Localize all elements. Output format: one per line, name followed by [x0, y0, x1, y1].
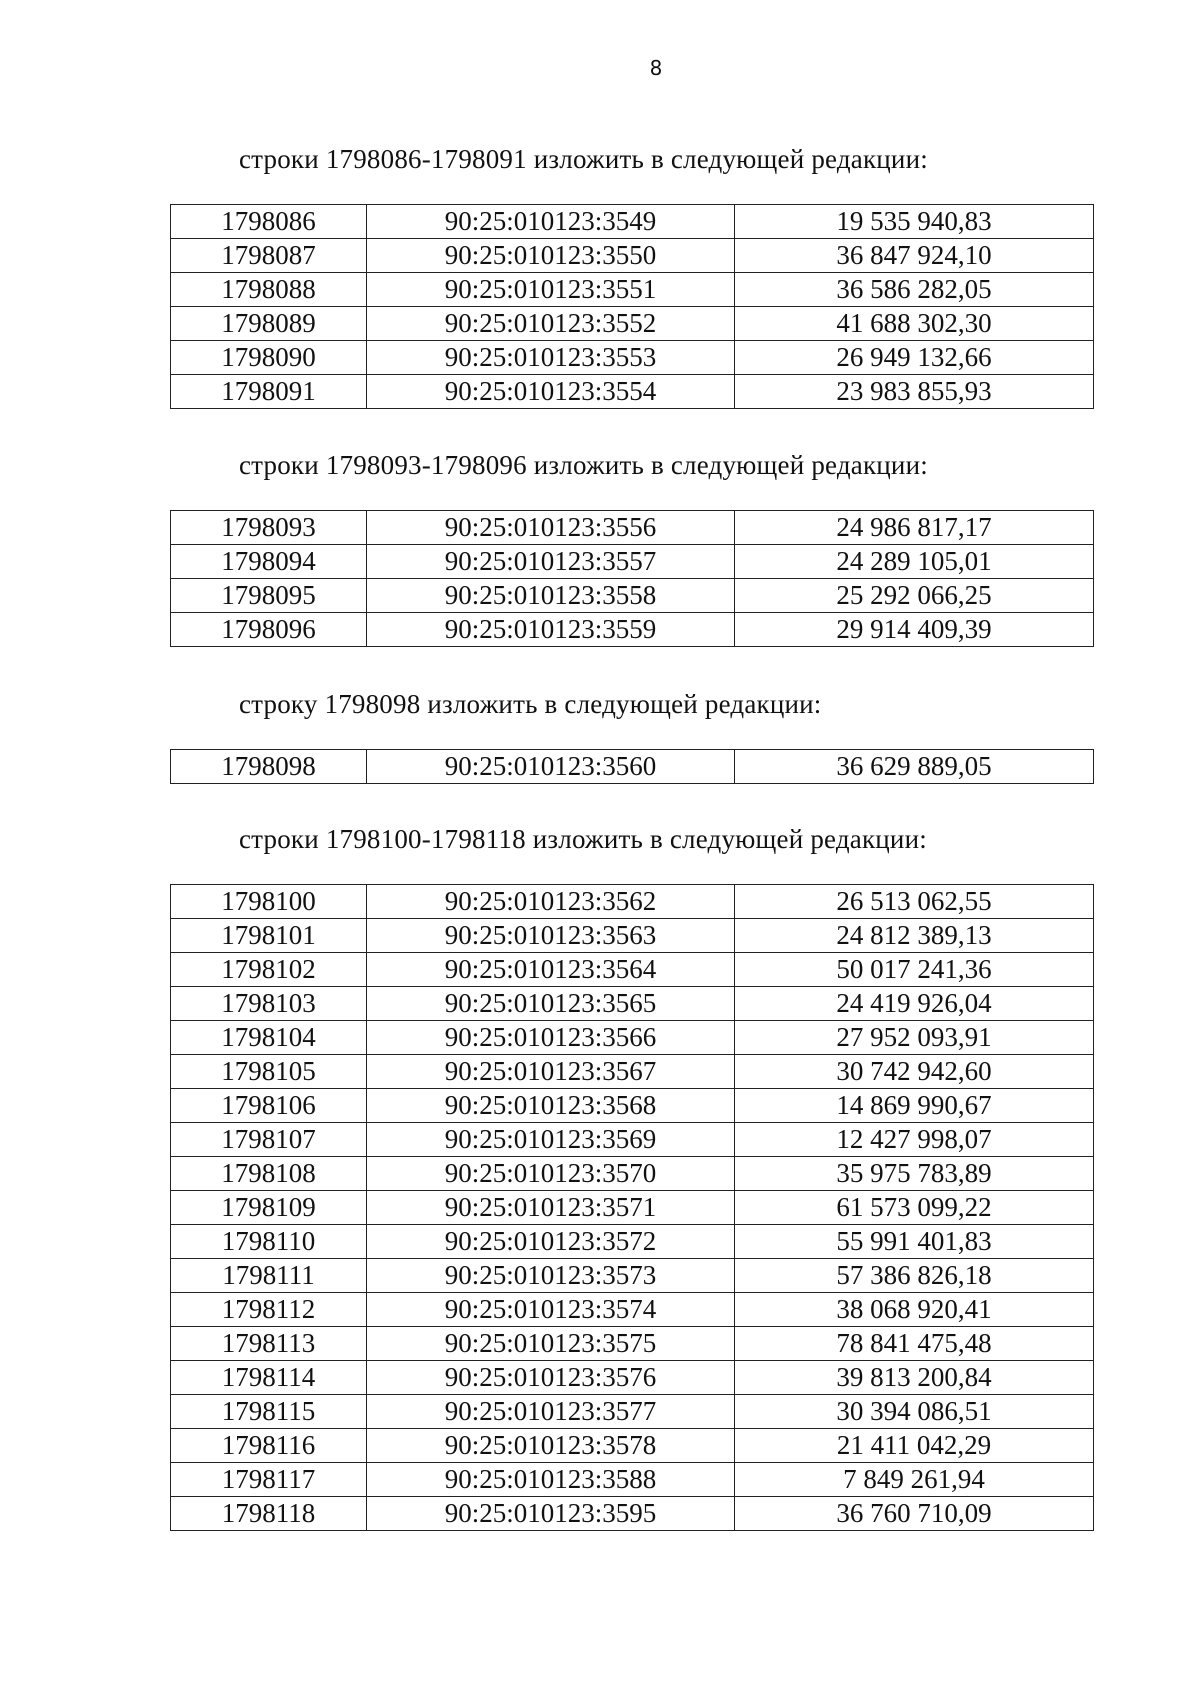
table-row — [171, 750, 1094, 784]
table-body — [171, 750, 1094, 784]
table-row — [171, 953, 1094, 987]
row-number-cell: 1798093 — [171, 511, 367, 545]
cadastral-number-cell: 90:25:010123:3566 — [367, 1021, 735, 1055]
value-cell: 24 289 105,01 — [735, 545, 1094, 579]
value-cell: 41 688 302,30 — [735, 307, 1094, 341]
value-cell: 57 386 826,18 — [735, 1259, 1094, 1293]
cadastral-number-cell: 90:25:010123:3575 — [367, 1327, 735, 1361]
page-number: 8 — [649, 56, 663, 80]
value-cell: 61 573 099,22 — [735, 1191, 1094, 1225]
row-number-cell: 1798106 — [171, 1089, 367, 1123]
table-row — [171, 1191, 1094, 1225]
cadastral-number-cell: 90:25:010123:3568 — [367, 1089, 735, 1123]
table-row — [171, 613, 1094, 647]
row-number-cell: 1798111 — [171, 1259, 367, 1293]
cadastral-number-cell: 90:25:010123:3595 — [367, 1497, 735, 1531]
table-row — [171, 1021, 1094, 1055]
value-cell: 30 742 942,60 — [735, 1055, 1094, 1089]
table-row — [171, 273, 1094, 307]
row-number-cell: 1798089 — [171, 307, 367, 341]
row-number-cell: 1798103 — [171, 987, 367, 1021]
value-cell: 12 427 998,07 — [735, 1123, 1094, 1157]
table-row — [171, 1327, 1094, 1361]
section-caption: строки 1798100-1798118 изложить в следующей редакции: — [239, 824, 927, 854]
row-number-cell: 1798094 — [171, 545, 367, 579]
cadastral-number-cell: 90:25:010123:3558 — [367, 579, 735, 613]
cadastral-number-cell: 90:25:010123:3576 — [367, 1361, 735, 1395]
cadastral-number-cell: 90:25:010123:3557 — [367, 545, 735, 579]
cadastral-number-cell: 90:25:010123:3560 — [367, 750, 735, 784]
row-number-cell: 1798091 — [171, 375, 367, 409]
table-row — [171, 885, 1094, 919]
row-number-cell: 1798110 — [171, 1225, 367, 1259]
value-cell: 19 535 940,83 — [735, 205, 1094, 239]
cadastral-number-cell: 90:25:010123:3554 — [367, 375, 735, 409]
value-cell: 14 869 990,67 — [735, 1089, 1094, 1123]
section-caption: строки 1798093-1798096 изложить в следующей редакции: — [239, 450, 928, 480]
table-row — [171, 1463, 1094, 1497]
value-cell: 26 513 062,55 — [735, 885, 1094, 919]
row-number-cell: 1798116 — [171, 1429, 367, 1463]
table-row — [171, 1259, 1094, 1293]
row-number-cell: 1798095 — [171, 579, 367, 613]
table-row — [171, 987, 1094, 1021]
cadastral-number-cell: 90:25:010123:3550 — [367, 239, 735, 273]
table-row — [171, 205, 1094, 239]
value-cell: 30 394 086,51 — [735, 1395, 1094, 1429]
table-row — [171, 579, 1094, 613]
amendment-table — [170, 510, 1094, 647]
value-cell: 21 411 042,29 — [735, 1429, 1094, 1463]
table-row — [171, 1293, 1094, 1327]
cadastral-number-cell: 90:25:010123:3574 — [367, 1293, 735, 1327]
table-row — [171, 1225, 1094, 1259]
row-number-cell: 1798108 — [171, 1157, 367, 1191]
table-row — [171, 307, 1094, 341]
table-row — [171, 1361, 1094, 1395]
table-body — [171, 511, 1094, 647]
cadastral-number-cell: 90:25:010123:3552 — [367, 307, 735, 341]
table-row — [171, 545, 1094, 579]
value-cell: 36 847 924,10 — [735, 239, 1094, 273]
value-cell: 7 849 261,94 — [735, 1463, 1094, 1497]
row-number-cell: 1798086 — [171, 205, 367, 239]
cadastral-number-cell: 90:25:010123:3559 — [367, 613, 735, 647]
cadastral-number-cell: 90:25:010123:3551 — [367, 273, 735, 307]
row-number-cell: 1798102 — [171, 953, 367, 987]
value-cell: 25 292 066,25 — [735, 579, 1094, 613]
value-cell: 35 975 783,89 — [735, 1157, 1094, 1191]
row-number-cell: 1798118 — [171, 1497, 367, 1531]
cadastral-number-cell: 90:25:010123:3572 — [367, 1225, 735, 1259]
table-body — [171, 885, 1094, 1531]
table-row — [171, 919, 1094, 953]
row-number-cell: 1798088 — [171, 273, 367, 307]
value-cell: 50 017 241,36 — [735, 953, 1094, 987]
section-caption: строку 1798098 изложить в следующей редакции: — [239, 689, 822, 719]
row-number-cell: 1798090 — [171, 341, 367, 375]
row-number-cell: 1798105 — [171, 1055, 367, 1089]
row-number-cell: 1798100 — [171, 885, 367, 919]
value-cell: 27 952 093,91 — [735, 1021, 1094, 1055]
cadastral-number-cell: 90:25:010123:3588 — [367, 1463, 735, 1497]
table-row — [171, 1055, 1094, 1089]
table-row — [171, 1157, 1094, 1191]
row-number-cell: 1798087 — [171, 239, 367, 273]
value-cell: 24 812 389,13 — [735, 919, 1094, 953]
table-row — [171, 1395, 1094, 1429]
cadastral-number-cell: 90:25:010123:3563 — [367, 919, 735, 953]
cadastral-number-cell: 90:25:010123:3556 — [367, 511, 735, 545]
cadastral-number-cell: 90:25:010123:3573 — [367, 1259, 735, 1293]
cadastral-number-cell: 90:25:010123:3562 — [367, 885, 735, 919]
cadastral-number-cell: 90:25:010123:3564 — [367, 953, 735, 987]
value-cell: 36 629 889,05 — [735, 750, 1094, 784]
value-cell: 24 419 926,04 — [735, 987, 1094, 1021]
row-number-cell: 1798112 — [171, 1293, 367, 1327]
value-cell: 29 914 409,39 — [735, 613, 1094, 647]
row-number-cell: 1798117 — [171, 1463, 367, 1497]
row-number-cell: 1798096 — [171, 613, 367, 647]
cadastral-number-cell: 90:25:010123:3553 — [367, 341, 735, 375]
value-cell: 23 983 855,93 — [735, 375, 1094, 409]
cadastral-number-cell: 90:25:010123:3570 — [367, 1157, 735, 1191]
row-number-cell: 1798101 — [171, 919, 367, 953]
cadastral-number-cell: 90:25:010123:3577 — [367, 1395, 735, 1429]
table-row — [171, 239, 1094, 273]
value-cell: 55 991 401,83 — [735, 1225, 1094, 1259]
table-row — [171, 1429, 1094, 1463]
cadastral-number-cell: 90:25:010123:3569 — [367, 1123, 735, 1157]
amendment-table — [170, 884, 1094, 1531]
table-row — [171, 1123, 1094, 1157]
cadastral-number-cell: 90:25:010123:3578 — [367, 1429, 735, 1463]
row-number-cell: 1798113 — [171, 1327, 367, 1361]
row-number-cell: 1798109 — [171, 1191, 367, 1225]
cadastral-number-cell: 90:25:010123:3571 — [367, 1191, 735, 1225]
value-cell: 26 949 132,66 — [735, 341, 1094, 375]
row-number-cell: 1798115 — [171, 1395, 367, 1429]
cadastral-number-cell: 90:25:010123:3565 — [367, 987, 735, 1021]
table-row — [171, 1089, 1094, 1123]
table-row — [171, 375, 1094, 409]
row-number-cell: 1798114 — [171, 1361, 367, 1395]
amendment-table — [170, 749, 1094, 784]
row-number-cell: 1798098 — [171, 750, 367, 784]
cadastral-number-cell: 90:25:010123:3567 — [367, 1055, 735, 1089]
value-cell: 78 841 475,48 — [735, 1327, 1094, 1361]
table-body — [171, 205, 1094, 409]
amendment-table — [170, 204, 1094, 409]
value-cell: 36 760 710,09 — [735, 1497, 1094, 1531]
value-cell: 36 586 282,05 — [735, 273, 1094, 307]
value-cell: 38 068 920,41 — [735, 1293, 1094, 1327]
cadastral-number-cell: 90:25:010123:3549 — [367, 205, 735, 239]
row-number-cell: 1798107 — [171, 1123, 367, 1157]
value-cell: 24 986 817,17 — [735, 511, 1094, 545]
row-number-cell: 1798104 — [171, 1021, 367, 1055]
table-row — [171, 511, 1094, 545]
table-row — [171, 1497, 1094, 1531]
table-row — [171, 341, 1094, 375]
value-cell: 39 813 200,84 — [735, 1361, 1094, 1395]
section-caption: строки 1798086-1798091 изложить в следующей редакции: — [239, 144, 928, 174]
